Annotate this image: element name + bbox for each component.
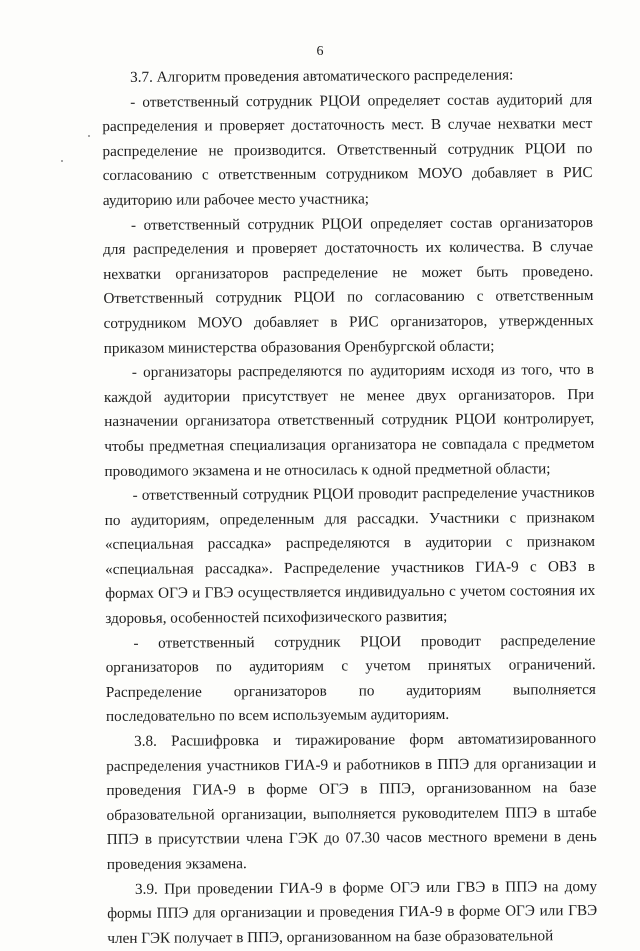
list-item-organizers-composition: - ответственный сотрудник РЦОИ определяет состав организаторов для распределения и проверяет достаточность их количества. В случае нехватки организаторов распределение не может быть проведено. Ответственный сотрудник РЦОИ по согласованию с ответственным сотрудником МОУО добавляет в РИС организаторов, утвержденных приказом министерства образования Оренбургской области; (103, 213, 594, 357)
list-item-organizers-per-auditorium: - организаторы распределяются по аудиториям исходя из того, что в каждой аудитории присутствует не менее двух организаторов. При назначении организатора ответственный сотрудник РЦОИ контролирует, чтобы предметная специализация организатора не совпадала с предметом проводимого экзамена и не относилась к одной предметной области; (103, 361, 595, 480)
list-item-organizers-distribution: - ответственный сотрудник РЦОИ проводит распределение организаторов по аудиториям с учетом принятых ограничений. Распределение организаторов по аудиториям выполняется последовательно по всем используемым аудиториям. (105, 631, 596, 726)
list-item-auditoriums: - ответственный сотрудник РЦОИ определяет состав аудиторий для распределения и проверяет достаточность мест. В случае нехватки мест распределение не производится. Ответственный сотрудник РЦОИ по согласованию с ответственным сотрудником МОУО добавляет в РИС аудиторию или рабочее место участника; (102, 90, 593, 209)
list-item-participants-distribution: - ответственный сотрудник РЦОИ проводит распределение участников по аудиториям, определенным для рассадки. Участники с признаком «специальная рассадка» распределяются в аудитории с признаком «специальная рассадка». Распределение участников ГИА-9 с ОВЗ в формах ОГЭ и ГВЭ осуществляется индивидуально с учетом состояния их здоровья, особенностей психофизического развития; (104, 484, 596, 628)
section-heading-3-7: 3.7. Алгоритм проведения автоматического распределения: (130, 66, 514, 86)
page-number: 6 (316, 44, 324, 59)
document-body (102, 63, 597, 951)
scan-speck (88, 135, 90, 137)
paragraph-3-8: 3.8. Расшифровка и тиражирование форм автоматизированного распределения участников ГИА-9 и работников в ППЭ для организации и проведения ГИА-9 в форме ОГЭ в ППЭ, организованном на базе образовательной организации, выполняется руководителем ППЭ в штабе ППЭ в присутствии члена ГЭК до 07.30 часов местного времени в день проведения экзамена. (106, 730, 597, 873)
paragraph-3-9: 3.9. При проведении ГИА-9 в форме ОГЭ или ГВЭ в ППЭ на дому формы ППЭ для организации и проведения ГИА-9 в форме ОГЭ или ГВЭ член ГЭК получает в ППЭ, организованном на базе образовательной (107, 877, 598, 947)
scan-speck (61, 160, 63, 162)
